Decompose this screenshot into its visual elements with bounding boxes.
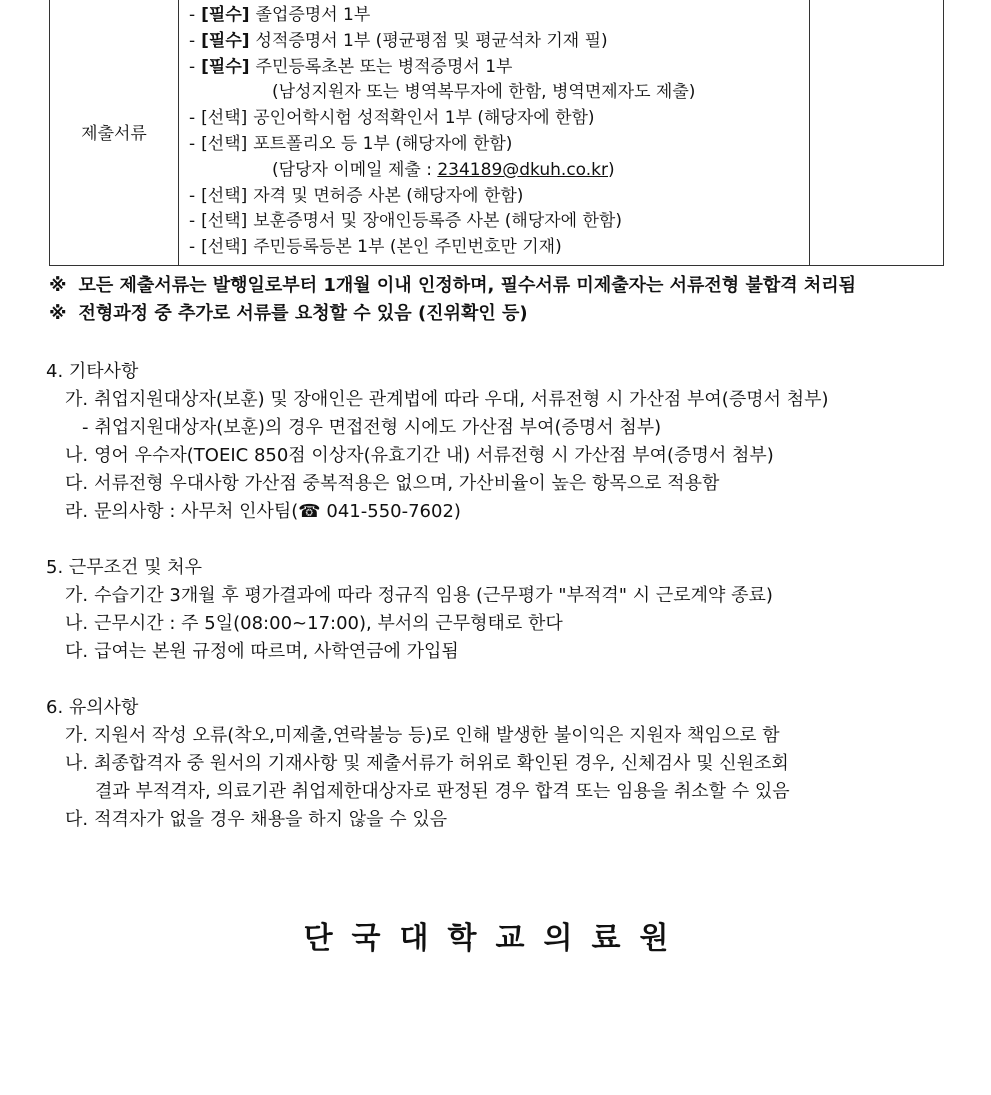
note-item: [49, 272, 949, 300]
item-text: 결과 부적격자, 의료기관 취업제한대상자로 판정된 경우 합격 또는 임용을 취소할 수 있음: [95, 781, 790, 802]
documents-label: 제출서류: [81, 124, 147, 145]
item-label: 다.: [65, 809, 89, 830]
list-item: [46, 386, 956, 414]
item-label: 나.: [65, 613, 89, 634]
note-prefix: (담당자 이메일 제출 :: [272, 159, 438, 180]
optional-tag: [선택]: [201, 133, 248, 154]
list-item: [46, 722, 956, 750]
section-work-conditions: [46, 554, 956, 666]
optional-tag: [선택]: [201, 185, 248, 206]
section-items: [46, 582, 956, 666]
item-text: 최종합격자 중 원서의 기재사항 및 제출서류가 허위로 확인된 경우, 신체검사 및 신원조회: [94, 753, 789, 774]
table-content-cell: [179, 0, 810, 265]
list-item: [46, 638, 956, 666]
section-title: 4. 기타사항: [46, 361, 139, 382]
item-text: 주민등록등본 1부 (본인 주민번호만 기재): [253, 237, 562, 258]
email-link: 234189@dkuh.co.kr: [437, 159, 609, 180]
note-text: 모든 제출서류는 발행일로부터 1개월 이내 인정하며, 필수서류 미제출자는 서류전형 불합격 처리됨: [78, 275, 857, 296]
note-text: 전형과정 중 추가로 서류를 요청할 수 있음 (진위확인 등): [78, 303, 528, 324]
documents-table: [49, 0, 944, 266]
section-other-matters: [46, 358, 956, 526]
list-item: [46, 470, 956, 498]
item-text: 영어 우수자(TOEIC 850점 이상자(유효기간 내) 서류전형 시 가산점 부여(증명서 첨부): [94, 445, 774, 466]
organization-name: 단국대학교의료원: [303, 921, 688, 956]
item-text: 졸업증명서 1부: [255, 5, 371, 25]
item-label: 다.: [65, 473, 89, 494]
item-dash: -: [189, 56, 196, 77]
item-text: 수습기간 3개월 후 평가결과에 따라 정규직 임용 (근무평가 "부적격" 시 근로계약 종료): [94, 585, 773, 606]
item-text: 지원서 작성 오류(착오,미제출,연락불능 등)로 인해 발생한 불이익은 지원자 책임으로 함: [94, 725, 780, 746]
document-item: [189, 184, 809, 210]
item-text: 취업지원대상자(보훈)의 경우 면접전형 시에도 가산점 부여(증명서 첨부): [94, 417, 662, 438]
item-text: 급여는 본원 규정에 따르며, 사학연금에 가입됨: [94, 641, 459, 662]
item-text: 근무시간 : 주 5일(08:00~17:00), 부서의 근무형태로 한다: [94, 613, 563, 634]
item-text: 공인어학시험 성적확인서 1부 (해당자에 한함): [253, 108, 595, 129]
required-tag: [필수]: [201, 56, 250, 77]
item-label: 나.: [65, 753, 89, 774]
list-item: [46, 442, 956, 470]
document-item: [189, 106, 809, 132]
item-label: 가.: [65, 389, 89, 410]
item-dash: -: [189, 185, 196, 206]
section-items: [46, 386, 956, 526]
item-dash: -: [189, 30, 196, 51]
item-dash: -: [189, 5, 196, 25]
required-tag: [필수]: [201, 30, 250, 51]
required-tag: [필수]: [201, 5, 250, 25]
item-dash: -: [82, 417, 89, 438]
notes-list: [49, 272, 949, 328]
section-title: 5. 근무조건 및 처우: [46, 557, 203, 578]
item-text: 성적증명서 1부 (평균평점 및 평균석차 기재 필): [255, 30, 608, 51]
item-text: 주민등록초본 또는 병적증명서 1부: [255, 56, 513, 77]
reference-mark: ※: [49, 303, 67, 324]
document-item: [189, 3, 809, 29]
item-label: 가.: [65, 725, 89, 746]
document-item-note: [189, 158, 809, 184]
item-text: 서류전형 우대사항 가산점 중복적용은 없으며, 가산비율이 높은 항목으로 적용함: [94, 473, 720, 494]
item-dash: -: [189, 108, 196, 129]
note-text: (남성지원자 또는 병역복무자에 한함, 병역면제자도 제출): [272, 82, 696, 103]
document-item: [189, 235, 809, 261]
note-item: [49, 300, 949, 328]
list-item: [46, 582, 956, 610]
section-title: 6. 유의사항: [46, 697, 139, 718]
list-sub-item: [46, 414, 956, 442]
document-item: [189, 29, 809, 55]
item-label: 다.: [65, 641, 89, 662]
item-dash: -: [189, 133, 196, 154]
list-item: [46, 750, 956, 778]
item-text: 적격자가 없을 경우 채용을 하지 않을 수 있음: [94, 809, 448, 830]
item-text: 문의사항 : 사무처 인사팀(☎ 041-550-7602): [94, 501, 461, 522]
document-item: [189, 55, 809, 81]
document-item: [189, 209, 809, 235]
optional-tag: [선택]: [201, 108, 248, 129]
reference-mark: ※: [49, 275, 67, 296]
document-list: [179, 0, 809, 265]
optional-tag: [선택]: [201, 237, 248, 258]
table-label-cell: [50, 0, 179, 265]
table-row: [50, 0, 944, 265]
item-label: 나.: [65, 445, 89, 466]
item-label: 가.: [65, 585, 89, 606]
item-text: 자격 및 면허증 사본 (해당자에 한함): [253, 185, 524, 206]
item-text: 취업지원대상자(보훈) 및 장애인은 관계법에 따라 우대, 서류전형 시 가산점 부여(증명서 첨부): [94, 389, 829, 410]
note-suffix: ): [608, 159, 615, 180]
document-item: [189, 132, 809, 158]
item-text: 보훈증명서 및 장애인등록증 사본 (해당자에 한함): [253, 211, 622, 232]
item-dash: -: [189, 211, 196, 232]
document-item-note: [189, 80, 809, 106]
section-items: [46, 722, 956, 834]
list-item: [46, 610, 956, 638]
item-dash: -: [189, 237, 196, 258]
table-note-cell: [810, 0, 944, 265]
list-item-continued: [46, 778, 956, 806]
section-precautions: [46, 694, 956, 834]
optional-tag: [선택]: [201, 211, 248, 232]
list-item: [46, 806, 956, 834]
list-item: [46, 498, 956, 526]
item-text: 포트폴리오 등 1부 (해당자에 한함): [253, 133, 513, 154]
item-label: 라.: [65, 501, 89, 522]
